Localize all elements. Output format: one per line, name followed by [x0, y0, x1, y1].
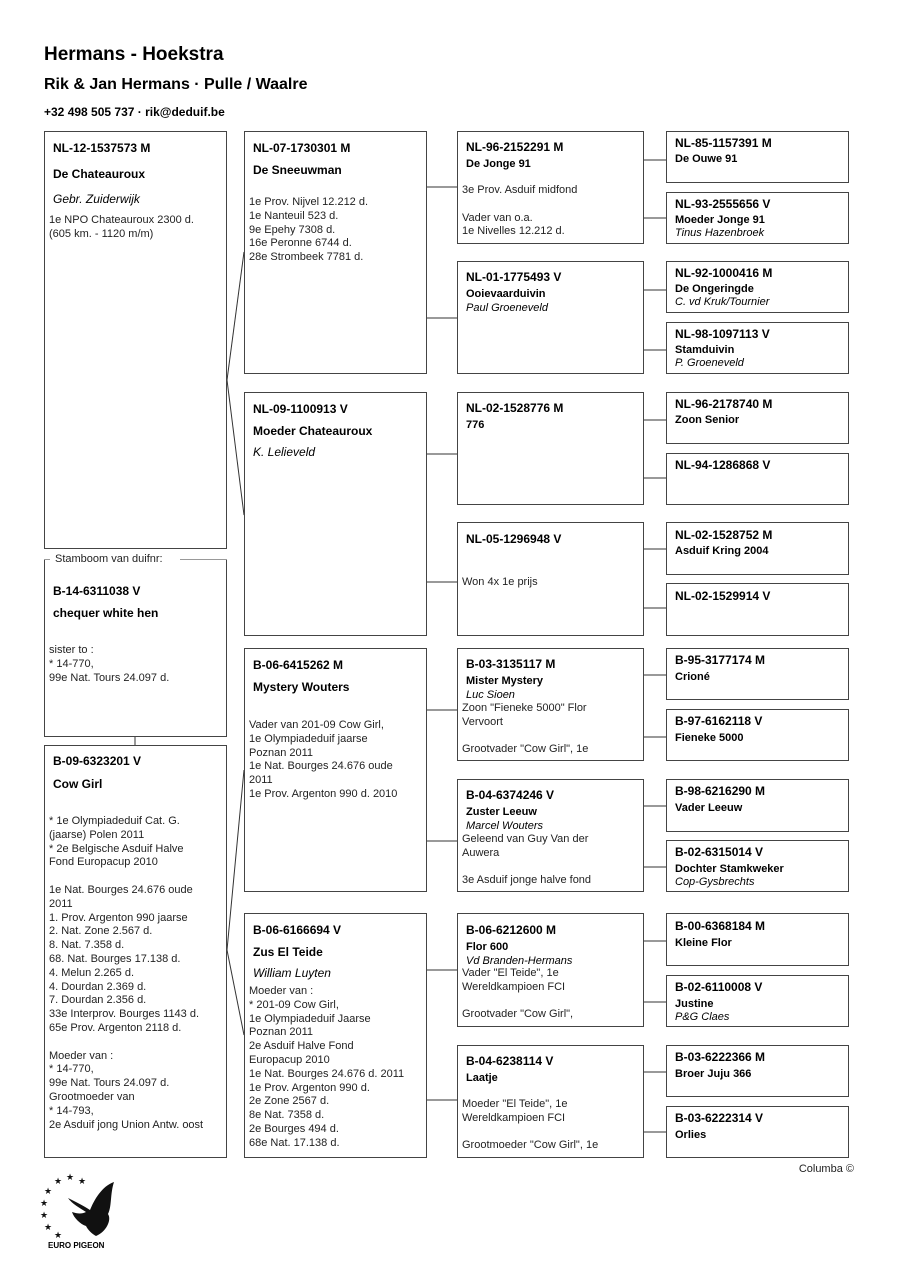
pedigree-card-subject[interactable]: [44, 131, 227, 549]
pedigree-card-grandparent[interactable]: [457, 779, 644, 892]
ring-number: B-98-6216290 M: [675, 784, 766, 798]
ring-number: B-03-6222314 V: [675, 1111, 764, 1125]
pedigree-card-father[interactable]: [244, 131, 427, 374]
pigeon-with-stars-icon: [40, 1172, 124, 1252]
ring-number: NL-98-1097113 V: [675, 327, 770, 341]
logo-text: EURO PIGEON: [48, 1241, 105, 1250]
performance-notes: Moeder "El Teide", 1e Wereldkampioen FCI Grootmoeder "Cow Girl", 1e: [462, 1098, 599, 1152]
performance-notes: Moeder van : * 201-09 Cow Girl, 1e Olympiadeduif Jaarse Poznan 2011 2e Asduif Halve Fond Europacup 2010 1e Nat. Bourges 24.676 d. 2011 1e Prov. Argenton 990 d. 2e Zone 2567 d. 8e Nat. 7358 d. 2e Bourges 494 d. 68e Nat. 17.138 d.: [249, 985, 405, 1149]
copyright-label: Columba ©: [798, 1163, 854, 1175]
pigeon-name: De Sneeuwman: [253, 163, 342, 177]
ring-number: NL-01-1775493 V: [466, 270, 562, 284]
breeder-name: P. Groeneveld: [675, 357, 744, 369]
ring-number: B-95-3177174 M: [675, 653, 766, 667]
ring-number: NL-85-1157391 M: [675, 136, 772, 150]
performance-notes: Geleend van Guy Van der Auwera 3e Asduif jonge halve fond: [462, 833, 592, 887]
breeder-name: Cop-Gysbrechts: [675, 876, 755, 888]
pedigree-card-grandparent[interactable]: [457, 913, 644, 1027]
pigeon-name: Justine: [675, 998, 714, 1010]
ring-number: B-04-6374246 V: [466, 788, 555, 802]
pigeon-name: Crioné: [675, 671, 710, 683]
pigeon-name: Mister Mystery: [466, 675, 544, 687]
pedigree-card-grandparent[interactable]: [457, 392, 644, 505]
svg-text:★: ★: [40, 1199, 49, 1209]
svg-text:★: ★: [44, 1187, 53, 1197]
pigeon-name: chequer white hen: [53, 606, 159, 620]
ring-number: NL-02-1529914 V: [675, 589, 771, 603]
pedigree-card-great-grandparent[interactable]: [666, 975, 849, 1027]
pigeon-name: Zoon Senior: [675, 414, 740, 426]
pedigree-card-great-grandparent[interactable]: [666, 648, 849, 700]
pedigree-card-cow-girl[interactable]: [44, 745, 227, 1158]
performance-notes: sister to : * 14-770, 99e Nat. Tours 24.097 d.: [49, 644, 170, 684]
page-title: Hermans - Hoekstra: [44, 44, 224, 65]
breeder-name: Gebr. Zuiderwijk: [53, 192, 140, 206]
svg-text:★: ★: [54, 1231, 63, 1241]
ring-number: NL-12-1537573 M: [53, 141, 151, 155]
pigeon-name: Zus El Teide: [253, 945, 323, 959]
pedigree-card-great-grandparent[interactable]: [666, 779, 849, 832]
pigeon-name: Moeder Chateauroux: [253, 424, 373, 438]
pigeon-name: De Jonge 91: [466, 158, 531, 170]
pedigree-card-grandparent[interactable]: [457, 1045, 644, 1158]
pedigree-card-great-grandparent[interactable]: [666, 453, 849, 505]
pedigree-card-grandparent[interactable]: [457, 522, 644, 636]
svg-text:★: ★: [78, 1177, 87, 1187]
performance-notes: * 1e Olympiadeduif Cat. G. (jaarse) Polen 2011 * 2e Belgische Asduif Halve Fond Europacup 2010 1e Nat. Bourges 24.676 oude 2011 1. Prov. Argenton 990 jaarse 2. Nat. Zone 2.567 d. 8. Nat. 7.358 d. 68. Nat. Bourges 17.138 d. 4. Melun 2.265 d. 4. Dourdan 2.369 d. 7. Dourdan 2.356 d. 33e Interprov. Bourges 1143 d. 65e Prov. Argenton 2118 d. Moeder van : * 14-770, 99e Nat. Tours 24.097 d. Grootmoeder van * 14-793, 2e Asduif jong Union Antw. oost: [49, 815, 204, 1131]
pigeon-name: Laatje: [466, 1072, 498, 1084]
ring-number: NL-09-1100913 V: [253, 402, 348, 416]
breeder-name: Vd Branden-Hermans: [466, 955, 573, 967]
pigeon-name: De Chateauroux: [53, 167, 146, 181]
stamboom-label: Stamboom van duifnr:: [52, 553, 166, 565]
pigeon-name: Asduif Kring 2004: [675, 545, 769, 557]
pedigree-card-great-grandparent[interactable]: [666, 192, 849, 244]
performance-notes: 1e NPO Chateauroux 2300 d. (605 km. - 1120 m/m): [49, 214, 194, 240]
ring-number: B-02-6110008 V: [675, 980, 763, 994]
svg-text:★: ★: [66, 1173, 75, 1183]
ring-number: B-06-6166694 V: [253, 923, 342, 937]
ring-number: B-02-6315014 V: [675, 845, 764, 859]
pigeon-name: Cow Girl: [53, 777, 103, 791]
breeder-name: William Luyten: [253, 966, 331, 980]
pedigree-card-great-grandparent[interactable]: [666, 1106, 849, 1158]
ring-number: B-06-6212600 M: [466, 923, 557, 937]
pedigree-card-great-grandparent[interactable]: [666, 913, 849, 966]
ring-number: B-04-6238114 V: [466, 1054, 554, 1068]
ring-number: B-00-6368184 M: [675, 919, 766, 933]
pedigree-card-grandparent[interactable]: [457, 648, 644, 761]
pedigree-card-sibling[interactable]: [44, 560, 227, 737]
ring-number: NL-96-2178740 M: [675, 397, 773, 411]
ring-number: NL-94-1286868 V: [675, 458, 771, 472]
pigeon-name: Dochter Stamkweker: [675, 863, 784, 875]
pedigree-card-great-grandparent[interactable]: [666, 322, 849, 374]
performance-notes: Zoon "Fieneke 5000" Flor Vervoort Grootvader "Cow Girl", 1e: [462, 702, 589, 756]
ring-number: NL-93-2555656 V: [675, 197, 771, 211]
ring-number: NL-96-2152291 M: [466, 140, 564, 154]
pigeon-name: De Ongeringde: [675, 283, 754, 295]
svg-text:★: ★: [44, 1223, 53, 1233]
ring-number: B-97-6162118 V: [675, 714, 763, 728]
breeder-name: C. vd Kruk/Tournier: [675, 296, 770, 308]
ring-number: NL-92-1000416 M: [675, 266, 773, 280]
performance-notes: Vader "El Teide", 1e Wereldkampioen FCI Grootvader "Cow Girl",: [462, 967, 574, 1021]
breeder-name: K. Lelieveld: [253, 445, 316, 459]
pigeon-name: Moeder Jonge 91: [675, 214, 765, 226]
pedigree-card-great-grandparent[interactable]: [666, 583, 849, 636]
ring-number: B-03-3135117 M: [466, 657, 556, 671]
svg-text:★: ★: [54, 1177, 63, 1187]
pigeon-name: Broer Juju 366: [675, 1068, 752, 1080]
pigeon-name: Flor 600: [466, 941, 509, 953]
breeder-name: Paul Groeneveld: [466, 302, 548, 314]
pedigree-card-grandparent[interactable]: [457, 261, 644, 374]
pedigree-card-great-grandparent[interactable]: [666, 131, 849, 183]
ring-number: NL-07-1730301 M: [253, 141, 351, 155]
performance-notes: Won 4x 1e prijs: [462, 576, 538, 588]
ring-number: B-14-6311038 V: [53, 584, 141, 598]
ring-number: B-09-6323201 V: [53, 754, 142, 768]
performance-notes: 1e Prov. Nijvel 12.212 d. 1e Nanteuil 523 d. 9e Epehy 7308 d. 16e Peronne 6744 d. 28e Strombeek 7781 d.: [249, 196, 369, 264]
pigeon-name: Mystery Wouters: [253, 680, 350, 694]
ring-number: NL-02-1528752 M: [675, 528, 773, 542]
pedigree-card-great-grandparent[interactable]: [666, 840, 849, 892]
breeder-name: Tinus Hazenbroek: [675, 227, 765, 239]
svg-text:★: ★: [40, 1211, 49, 1221]
contact-info: +32 498 505 737 · rik@deduif.be: [44, 105, 225, 119]
pigeon-name: Kleine Flor: [675, 937, 732, 949]
owner-location: Rik & Jan Hermans · Pulle / Waalre: [44, 76, 308, 93]
pigeon-name: Orlies: [675, 1129, 707, 1141]
pigeon-name: Stamduivin: [675, 344, 735, 356]
pedigree-card-great-grandparent[interactable]: [666, 392, 849, 444]
breeder-name: Luc Sioen: [466, 689, 515, 701]
pedigree-card-grandparent[interactable]: [457, 131, 644, 244]
pigeon-name: Ooievaarduivin: [466, 288, 546, 300]
performance-notes: 3e Prov. Asduif midfond Vader van o.a. 1e Nivelles 12.212 d.: [462, 184, 578, 238]
pedigree-card-mother[interactable]: [244, 913, 427, 1158]
pedigree-card-father[interactable]: [244, 648, 427, 892]
ring-number: NL-05-1296948 V: [466, 532, 562, 546]
ring-number: NL-02-1528776 M: [466, 401, 564, 415]
pedigree-card-great-grandparent[interactable]: [666, 709, 849, 761]
pedigree-card-great-grandparent[interactable]: [666, 522, 849, 575]
breeder-name: P&G Claes: [675, 1011, 730, 1023]
pedigree-card-mother[interactable]: [244, 392, 427, 636]
pedigree-card-great-grandparent[interactable]: [666, 1045, 849, 1097]
performance-notes: Vader van 201-09 Cow Girl, 1e Olympiadeduif jaarse Poznan 2011 1e Nat. Bourges 24.676 oude 2011 1e Prov. Argenton 990 d. 2010: [249, 719, 398, 800]
pigeon-name: Vader Leeuw: [675, 802, 743, 814]
breeder-name: Marcel Wouters: [466, 820, 544, 832]
pigeon-name: Zuster Leeuw: [466, 806, 537, 818]
ring-number: B-03-6222366 M: [675, 1050, 766, 1064]
pigeon-name: 776: [466, 419, 485, 431]
pedigree-card-great-grandparent[interactable]: [666, 261, 849, 313]
pigeon-name: De Ouwe 91: [675, 153, 738, 165]
ring-number: B-06-6415262 M: [253, 658, 344, 672]
pigeon-name: Fieneke 5000: [675, 732, 744, 744]
